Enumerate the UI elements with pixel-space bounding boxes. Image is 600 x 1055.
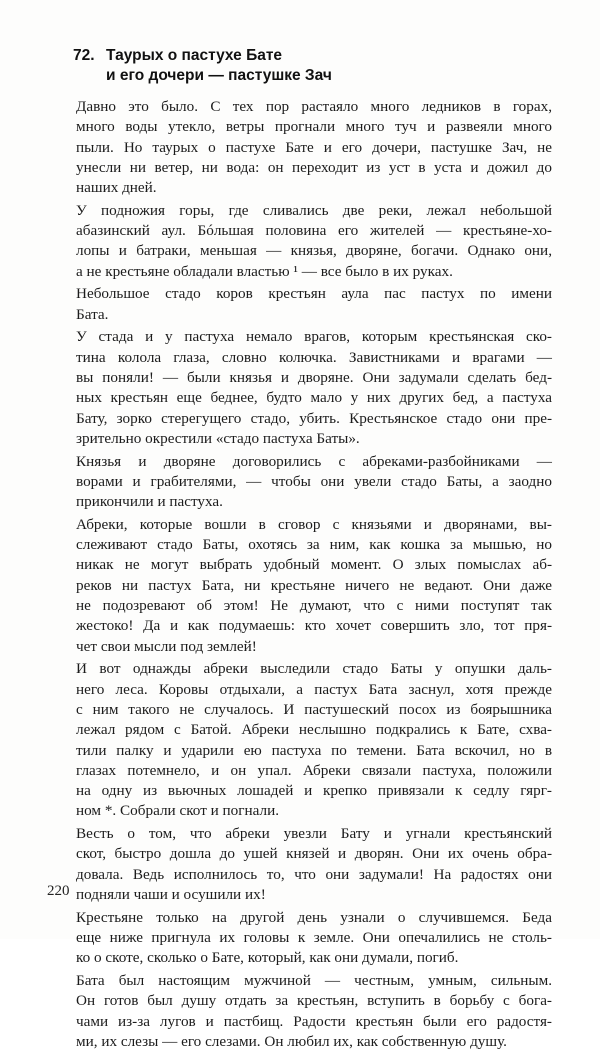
paragraph: [52, 452, 552, 513]
paragraph: [52, 908, 552, 969]
text-line: ных крестьян еще беднее, будто мало у них других бед, а пастуха: [76, 389, 552, 407]
text-line: наших дней.: [76, 179, 157, 197]
text-line: Князья и дворяне договорились с абреками-разбойниками —: [76, 452, 552, 470]
text-line: много воды утекло, ветры прогнали много туч и развеяли много: [76, 118, 552, 136]
paragraph: [52, 659, 552, 821]
text-line: Бату, зорко стерегущего стадо, убить. Крестьянское стадо они пре-: [76, 409, 552, 427]
text-line: зрительно окрестили «стадо пастуха Баты».: [76, 429, 360, 447]
paragraph: [52, 515, 552, 657]
text-line: лежал рядом с Батой. Абреки неслышно подкрались к Бате, схва-: [76, 721, 552, 739]
text-line: прикончили и пастуха.: [76, 493, 223, 511]
text-line: унесли ни ветер, ни вода: он переходит из уст в уста и дожил до: [76, 158, 552, 176]
paragraph: [52, 824, 552, 905]
text-line: лопы и батраки, меньшая — князья, дворяне, богачи. Однако они,: [76, 242, 552, 260]
paragraph: [52, 97, 552, 198]
text-line: не подозревают об этом! Не думают, что с ними поступят так: [76, 597, 552, 615]
text-line: пыли. Но таурых о пастухе Бате и его дочери, пастушке Зач, не: [76, 138, 552, 156]
text-line: Он готов был душу отдать за крестьян, вступить в борьбу с бога-: [76, 992, 552, 1010]
chapter-number: 72.: [73, 47, 95, 64]
text-line: никак не могут выбрать удобный момент. О злых помыслах аб-: [76, 556, 552, 574]
text-line: довала. Ведь исполнилось то, что они задумали! На радостях они: [76, 865, 552, 883]
text-line: а не крестьяне обладали властью ¹ — все было в их руках.: [76, 262, 453, 280]
text-line: реков ни пастух Бата, ни крестьяне ничего не ведают. Они даже: [76, 576, 552, 594]
text-line: И вот однажды абреки выследили стадо Баты у опушки даль-: [76, 660, 552, 678]
text-line: ми, их слезы — его слезами. Он любил их, как собственную душу.: [76, 1032, 507, 1050]
heading-line-2: и его дочери — пастушке Зач: [106, 67, 332, 84]
paragraph: [52, 971, 552, 1052]
text-line: жестоко! Да и как подумаешь: кто хочет совершить зло, тот пря-: [76, 617, 552, 635]
text-line: Давно это было. С тех пор растаяло много ледников в горах,: [76, 98, 552, 115]
paragraph: [52, 327, 552, 449]
text-line: подняли чаши и осушили их!: [76, 886, 266, 904]
text-line: абазинский аул. Бóльшая половина его жителей — крестьяне-хо-: [76, 222, 552, 240]
text-line: Бата.: [76, 305, 109, 323]
text-line: У подножия горы, где сливались две реки, лежал небольшой: [76, 201, 552, 219]
text-line: с ним такого не случалось. И пастушеский посох из боярышника: [76, 700, 552, 718]
page-number: 220: [47, 883, 70, 899]
text-line: тили палку и ударили ею пастуха по темени. Бата вскочил, но в: [76, 741, 552, 759]
paragraph: [52, 284, 552, 325]
text-line: еще ниже пригнула их головы к земле. Они опечалились не столь-: [76, 929, 552, 946]
text-line: чами из-за лугов и пастбищ. Радости крестьян были его радостя-: [76, 1012, 552, 1030]
text-line: скот, быстро дошла до ушей князей и дворян. Они их очень обра-: [76, 845, 552, 863]
text-line: чет свои мысли под землей!: [76, 637, 257, 655]
text-line: Абреки, которые вошли в сговор с князьями и дворянами, вы-: [76, 515, 552, 533]
chapter-heading: [73, 46, 493, 86]
story-text: [52, 97, 552, 1055]
paragraph: [52, 201, 552, 282]
text-line: слеживают стадо Баты, охотясь за ним, как кошка за мышью, но: [76, 536, 552, 554]
text-line: Бата был настоящим мужчиной — честным, умным, сильным.: [76, 971, 552, 989]
text-line: на одну из вьючных лошадей и крепко привязали к седлу гярг-: [76, 782, 552, 800]
text-line: тина колола глаза, словно колючка. Завистниками и врагами —: [76, 348, 552, 366]
heading-line-1: [73, 46, 493, 66]
text-line: Небольшое стадо коров крестьян аула пас пастух по имени: [76, 285, 552, 303]
text-line: Весть о том, что абреки увезли Бату и угнали крестьянский: [76, 825, 552, 843]
text-line: ном *. Собрали скот и погнали.: [76, 802, 280, 820]
text-line: ворами и грабителями, — чтобы они увели стадо Баты, а заодно: [76, 472, 552, 490]
text-line: ко о скоте, сколько о Бате, который, как они думали, погиб.: [76, 949, 459, 967]
text-line: него леса. Коровы отдыхали, а пастух Бата заснул, хотя прежде: [76, 680, 552, 698]
heading-line-1-text: Таурых о пастухе Бате: [106, 47, 283, 64]
text-line: вы поняли! — были князья и дворяне. Они задумали сделать бед-: [76, 369, 552, 387]
text-line: У стада и у пастуха немало врагов, которым крестьянская ско-: [76, 328, 552, 346]
text-line: Крестьяне только на другой день узнали о случившемся. Беда: [76, 908, 552, 926]
text-line: глазах потемнело, и он упал. Абреки связали пастуха, положили: [76, 761, 552, 779]
